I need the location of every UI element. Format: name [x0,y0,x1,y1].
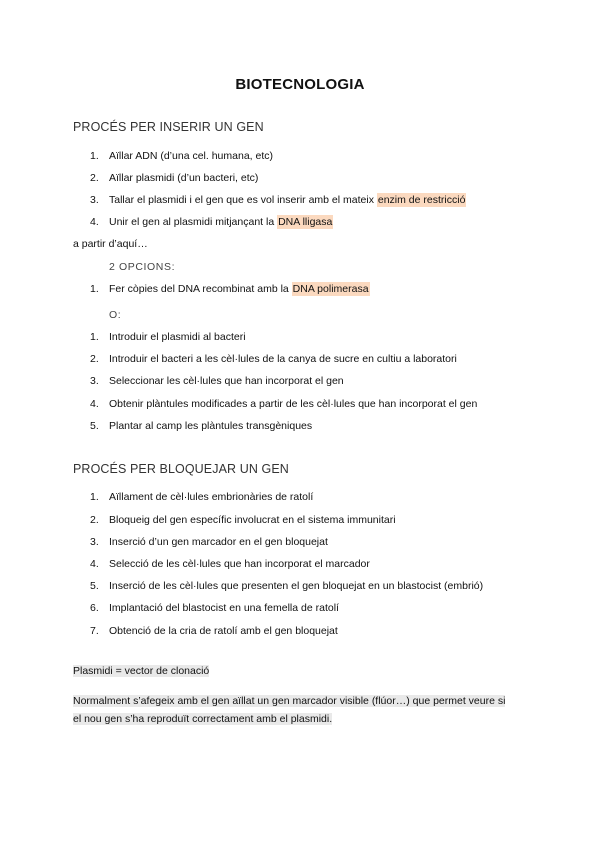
list-item [90,283,370,295]
list-text: Inserció d’un gen marcador en el gen bloquejat [109,536,328,548]
list-text: Tallar el plasmidi i el gen que es vol inserir amb el mateix [109,194,377,206]
list-item [90,398,477,410]
list-number: 2. [90,172,99,184]
list-item [90,514,396,526]
list-item [90,353,457,365]
list-text: Inserció de les cèl·lules que presenten el gen bloquejat en un blastocist (embrió) [109,580,484,592]
list-number: 3. [90,194,99,206]
list-number: 4. [90,398,99,410]
list-item [90,216,333,228]
highlighted-term: DNA lligasa [278,216,333,228]
list-number: 4. [90,216,99,228]
list-text: Implantació del blastocist en una femella de ratolí [109,602,339,614]
list-number: 3. [90,536,99,548]
list-number: 2. [90,514,99,526]
list-text: Selecció de les cèl·lules que han incorporat el marcador [109,558,370,570]
list-item [90,491,313,503]
list-item [90,420,312,432]
list-number: 1. [90,283,99,295]
list-number: 5. [90,580,99,592]
list-item [90,625,338,637]
note-line: el nou gen s’ha reproduït correctament amb el plasmidi. [73,713,333,725]
list-text: Unir el gen al plasmidi mitjançant la [109,216,278,228]
list-number: 1. [90,491,99,503]
note-line: Normalment s’afegeix amb el gen aïllat un gen marcador visible (flúor…) que permet veure si [73,695,506,707]
list-item [90,536,328,548]
list-text: Aïllar ADN (d’una cel. humana, etc) [109,150,273,162]
continuation-text: a partir d’aquí… [73,238,148,250]
list-item [90,150,273,162]
options-label: 2 OPCIONS: [109,261,176,273]
list-item [90,375,344,387]
list-number: 1. [90,331,99,343]
list-number: 1. [90,150,99,162]
list-item [90,580,483,592]
section-heading-insert-gene: PROCÉS PER INSERIR UN GEN [73,120,264,134]
list-item [90,602,339,614]
note-marker-gene [73,692,533,728]
list-text: Fer còpies del DNA recombinat amb la [109,283,292,295]
list-text: Aïllar plasmidi (d’un bacteri, etc) [109,172,259,184]
list-number: 2. [90,353,99,365]
list-number: 5. [90,420,99,432]
list-text: Obtenció de la cria de ratolí amb el gen bloquejat [109,625,338,637]
note-text: Plasmidi = vector de clonació [73,665,210,677]
list-number: 7. [90,625,99,637]
list-text: Seleccionar les cèl·lules que han incorporat el gen [109,375,344,387]
list-item [90,558,370,570]
list-text: Aïllament de cèl·lules embrionàries de ratolí [109,491,314,503]
list-number: 4. [90,558,99,570]
section-heading-block-gene: PROCÉS PER BLOQUEJAR UN GEN [73,462,289,476]
list-item [90,331,246,343]
note-plasmid-definition [73,665,209,677]
list-number: 6. [90,602,99,614]
list-number: 3. [90,375,99,387]
list-text: Introduir el bacteri a les cèl·lules de la canya de sucre en cultiu a laboratori [109,353,457,365]
highlighted-term: enzim de restricció [377,194,466,206]
list-text: Bloqueig del gen específic involucrat en el sistema immunitari [109,514,396,526]
list-text: Introduir el plasmidi al bacteri [109,331,246,343]
list-item [90,172,258,184]
or-label: O: [109,309,122,321]
highlighted-term: DNA polimerasa [292,283,369,295]
list-text: Plantar al camp les plàntules transgèniques [109,420,313,432]
page-title: BIOTECNOLOGIA [235,76,365,93]
list-item [90,194,466,206]
list-text: Obtenir plàntules modificades a partir de les cèl·lules que han incorporat el gen [109,398,478,410]
